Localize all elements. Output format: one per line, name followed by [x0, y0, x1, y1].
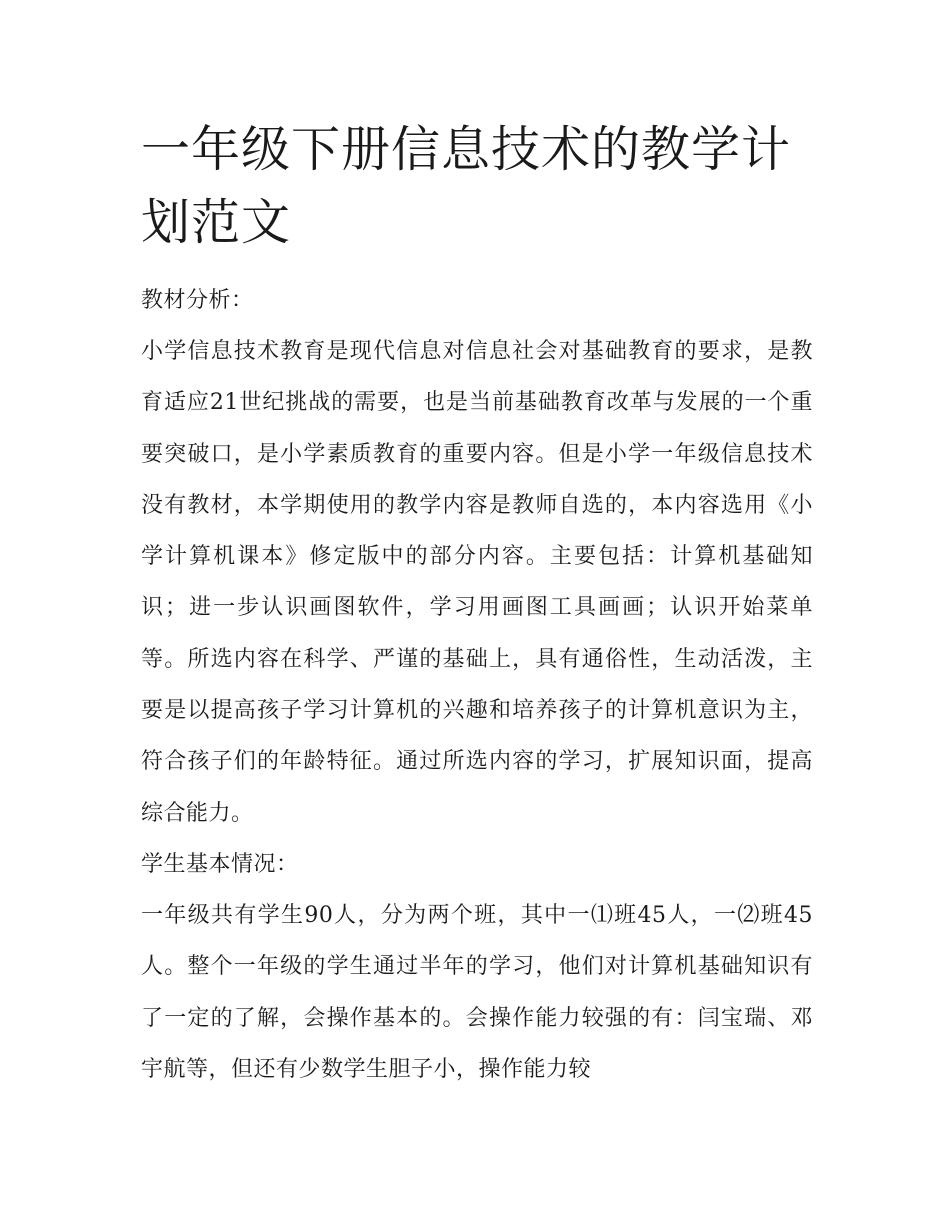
- document-title: 一年级下册信息技术的教学计划范文: [141, 121, 792, 251]
- section-heading: 学生基本情况：: [141, 851, 299, 877]
- document-body: [141, 113, 813, 1095]
- section-paragraph: 小学信息技术教育是现代信息对信息社会对基础教育的要求，是教育适应21世纪挑战的需要，也是当前基础教育改革与发展的一个重要突破口，是小学素质教育的重要内容。但是小学一年级信息技术没有教材，本学期使用的教学内容是教师自选的，本内容选用《小学计算机课本》修定版中的部分内容。主要包括：计算机基础知识；进一步认识画图软件，学习用画图工具画画；认识开始菜单等。所选内容在科学、严谨的基础上，具有通俗性，生动活泼，主要是以提高孩子学习计算机的兴趣和培养孩子的计算机意识为主，符合孩子们的年龄特征。通过所选内容的学习，扩展知识面，提高综合能力。: [141, 339, 813, 826]
- section-student-situation: [141, 839, 813, 1095]
- section-textbook-analysis: [141, 275, 813, 839]
- section-paragraph: 一年级共有学生90人，分为两个班，其中一⑴班45人，一⑵班45人。整个一年级的学生通过半年的学习，他们对计算机基础知识有了一定的了解，会操作基本的。会操作能力较强的有：闫宝瑞、邓宇航等，但还有少数学生胆子小，操作能力较: [141, 902, 813, 1082]
- section-heading: 教材分析：: [141, 288, 254, 313]
